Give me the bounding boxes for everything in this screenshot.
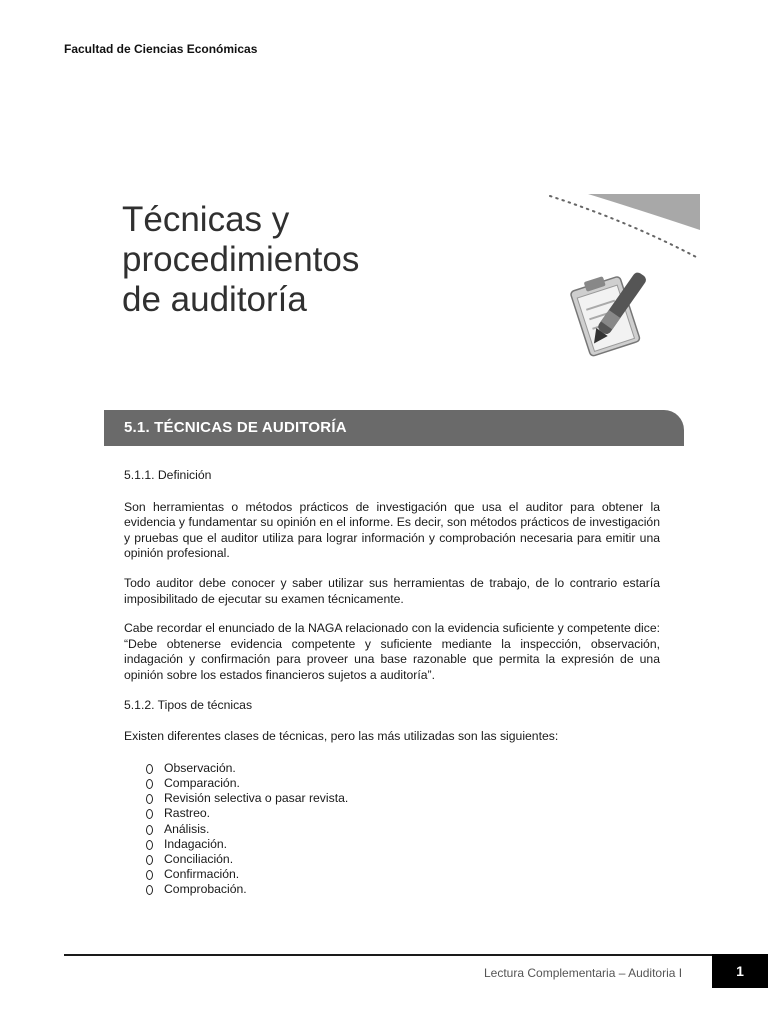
diamond-bullet-icon (146, 779, 153, 789)
chapter-title (122, 200, 359, 320)
techniques-list (124, 761, 660, 898)
list-item: Comparación. (146, 776, 660, 791)
section-heading-band (104, 410, 684, 446)
paragraph-2: Todo auditor debe conocer y saber utilizar sus herramientas de trabajo, de lo contrario estaría imposibilitado de ejecutar su examen técnicamente. (124, 575, 660, 606)
page-number: 1 (712, 954, 768, 988)
paragraph-1: Son herramientas o métodos prácticos de investigación que usa el auditor para obtener la evidencia y fundamentar su opinión en el informe. Es decir, son métodos prácticos de investigación y pruebas que el auditor utiliza para lograr información y comprobación necesaria para emitir una opinión profesional. (124, 499, 660, 561)
diamond-bullet-icon (146, 809, 153, 819)
clipboard-pen-icon (540, 192, 700, 392)
footer-divider (64, 954, 714, 956)
list-item: Rastreo. (146, 806, 660, 821)
diamond-bullet-icon (146, 794, 153, 804)
diamond-bullet-icon (146, 840, 153, 850)
title-line-3: de auditoría (122, 280, 307, 319)
list-item: Confirmación. (146, 867, 660, 882)
list-item: Revisión selectiva o pasar revista. (146, 791, 660, 806)
list-item: Observación. (146, 761, 660, 776)
diamond-bullet-icon (146, 885, 153, 895)
list-item: Indagación. (146, 837, 660, 852)
body-content (124, 468, 660, 898)
subheading-definicion: 5.1.1. Definición (124, 468, 212, 482)
subheading-tipos: 5.1.2. Tipos de técnicas (124, 697, 253, 712)
list-item: Comprobación. (146, 882, 660, 897)
title-line-1: Técnicas y (122, 200, 290, 239)
list-item: Conciliación. (146, 852, 660, 867)
section-heading: 5.1. TÉCNICAS DE AUDITORÍA (124, 419, 347, 436)
diamond-bullet-icon (146, 825, 153, 835)
header-faculty: Facultad de Ciencias Económicas (64, 42, 258, 56)
diamond-bullet-icon (146, 870, 153, 880)
paragraph-3: Cabe recordar el enunciado de la NAGA relacionado con la evidencia suficiente y competente dice: “Debe obtenerse evidencia competente y suficiente mediante la inspección, observación, indagación y confirmación para proveer una base razonable que permita la expresión de una opinión sobre los estados financieros sujetos a auditoría”. (124, 621, 660, 682)
types-intro: Existen diferentes clases de técnicas, pero las más utilizadas son las siguientes: (124, 729, 559, 744)
title-line-2: procedimientos (122, 240, 360, 279)
diamond-bullet-icon (146, 764, 153, 774)
diamond-bullet-icon (146, 855, 153, 865)
footer-text: Lectura Complementaria – Auditoria I (484, 966, 683, 980)
list-item: Análisis. (146, 822, 660, 837)
